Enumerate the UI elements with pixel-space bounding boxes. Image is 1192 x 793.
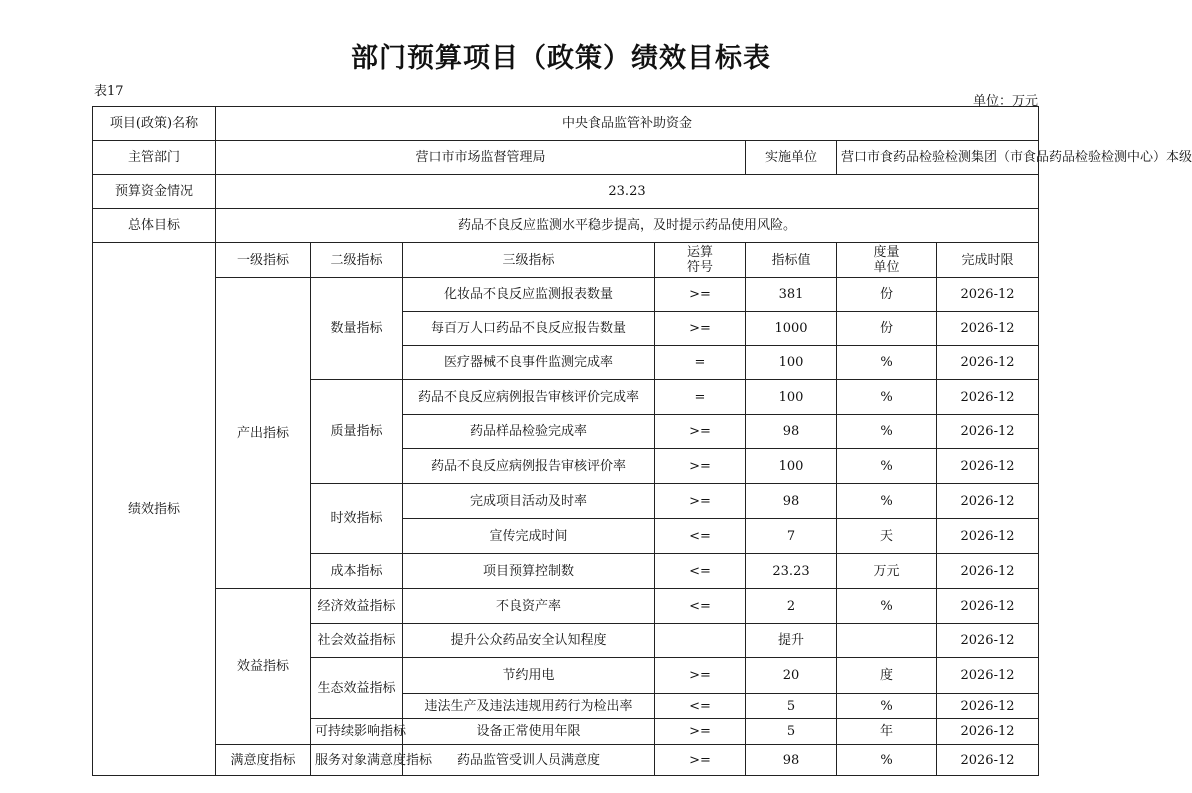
indicator-operator: >= <box>655 658 746 694</box>
indicator-deadline: 2026-12 <box>937 519 1039 554</box>
indicator-unit: % <box>837 745 937 776</box>
indicator-deadline: 2026-12 <box>937 415 1039 449</box>
header-level2: 二级指标 <box>311 243 403 278</box>
level2-quality: 质量指标 <box>311 380 403 484</box>
indicator-unit: % <box>837 449 937 484</box>
indicator-operator: >= <box>655 312 746 346</box>
header-operator: 运算 符号 <box>655 243 746 278</box>
indicator-operator: >= <box>655 449 746 484</box>
indicator-name: 药品样品检验完成率 <box>403 415 655 449</box>
indicator-value: 100 <box>746 346 837 380</box>
indicator-value: 98 <box>746 745 837 776</box>
indicator-operator: <= <box>655 589 746 624</box>
indicator-name: 化妆品不良反应监测报表数量 <box>403 278 655 312</box>
indicator-name: 违法生产及违法违规用药行为检出率 <box>403 694 655 719</box>
indicator-operator: = <box>655 380 746 415</box>
indicator-unit <box>837 624 937 658</box>
indicator-value: 5 <box>746 719 837 745</box>
indicator-name: 提升公众药品安全认知程度 <box>403 624 655 658</box>
indicator-value: 2 <box>746 589 837 624</box>
impl-label: 实施单位 <box>746 141 837 175</box>
indicator-unit: 份 <box>837 312 937 346</box>
indicator-value: 5 <box>746 694 837 719</box>
table-row <box>93 278 1039 312</box>
indicator-name: 医疗器械不良事件监测完成率 <box>403 346 655 380</box>
indicator-value: 23.23 <box>746 554 837 589</box>
header-deadline: 完成时限 <box>937 243 1039 278</box>
indicator-deadline: 2026-12 <box>937 719 1039 745</box>
perf-indicator-label: 绩效指标 <box>93 243 216 776</box>
indicator-deadline: 2026-12 <box>937 380 1039 415</box>
indicator-unit: 天 <box>837 519 937 554</box>
indicator-unit: 年 <box>837 719 937 745</box>
indicator-deadline: 2026-12 <box>937 624 1039 658</box>
level2-timeliness: 时效指标 <box>311 484 403 554</box>
indicator-unit: 万元 <box>837 554 937 589</box>
indicator-name: 宣传完成时间 <box>403 519 655 554</box>
level2-economic: 经济效益指标 <box>311 589 403 624</box>
indicator-operator: >= <box>655 415 746 449</box>
level2-sustainable: 可持续影响指标 <box>311 719 403 745</box>
indicator-value: 20 <box>746 658 837 694</box>
level2-social: 社会效益指标 <box>311 624 403 658</box>
indicator-deadline: 2026-12 <box>937 745 1039 776</box>
table-row <box>93 745 1039 776</box>
indicator-unit: % <box>837 694 937 719</box>
dept-label: 主管部门 <box>93 141 216 175</box>
indicator-unit: % <box>837 415 937 449</box>
indicator-operator: >= <box>655 719 746 745</box>
impl-value: 营口市食药品检验检测集团（市食品药品检验检测中心）本级 <box>837 141 1039 175</box>
indicator-unit: % <box>837 346 937 380</box>
indicator-unit: % <box>837 380 937 415</box>
indicator-name: 药品不良反应病例报告审核评价完成率 <box>403 380 655 415</box>
level2-service: 服务对象满意度指标 <box>311 745 403 776</box>
project-name-label: 项目(政策)名称 <box>93 107 216 141</box>
indicator-value: 98 <box>746 415 837 449</box>
indicator-value: 1000 <box>746 312 837 346</box>
indicator-deadline: 2026-12 <box>937 312 1039 346</box>
indicator-deadline: 2026-12 <box>937 346 1039 380</box>
table-number: 表17 <box>94 84 124 99</box>
indicator-name: 节约用电 <box>403 658 655 694</box>
indicator-operator: >= <box>655 278 746 312</box>
level2-cost: 成本指标 <box>311 554 403 589</box>
level1-benefit: 效益指标 <box>216 589 311 745</box>
unit-label: 单位：万元 <box>972 94 1038 109</box>
header-level1: 一级指标 <box>216 243 311 278</box>
indicator-deadline: 2026-12 <box>937 278 1039 312</box>
indicator-deadline: 2026-12 <box>937 694 1039 719</box>
indicator-value: 提升 <box>746 624 837 658</box>
indicator-name: 完成项目活动及时率 <box>403 484 655 519</box>
indicator-unit: 份 <box>837 278 937 312</box>
performance-table <box>92 106 1192 776</box>
indicator-name: 不良资产率 <box>403 589 655 624</box>
project-name-value: 中央食品监管补助资金 <box>216 107 1039 141</box>
dept-value: 营口市市场监督管理局 <box>216 141 746 175</box>
indicator-deadline: 2026-12 <box>937 449 1039 484</box>
budget-label: 预算资金情况 <box>93 175 216 209</box>
header-value: 指标值 <box>746 243 837 278</box>
header-unit: 度量 单位 <box>837 243 937 278</box>
indicator-deadline: 2026-12 <box>937 658 1039 694</box>
header-level3: 三级指标 <box>403 243 655 278</box>
indicator-deadline: 2026-12 <box>937 554 1039 589</box>
indicator-name: 药品监管受训人员满意度 <box>403 745 655 776</box>
page-title: 部门预算项目（政策）绩效目标表 <box>351 43 771 74</box>
table-row <box>93 589 1039 624</box>
indicator-name: 药品不良反应病例报告审核评价率 <box>403 449 655 484</box>
indicator-operator: >= <box>655 484 746 519</box>
indicator-unit: % <box>837 589 937 624</box>
indicator-value: 100 <box>746 380 837 415</box>
indicator-value: 7 <box>746 519 837 554</box>
indicator-operator: <= <box>655 519 746 554</box>
budget-value: 23.23 <box>216 175 1039 209</box>
indicator-operator: >= <box>655 745 746 776</box>
indicator-operator: <= <box>655 694 746 719</box>
indicator-deadline: 2026-12 <box>937 484 1039 519</box>
indicator-deadline: 2026-12 <box>937 589 1039 624</box>
indicator-operator: <= <box>655 554 746 589</box>
level1-satisfaction: 满意度指标 <box>216 745 311 776</box>
goal-value: 药品不良反应监测水平稳步提高，及时提示药品使用风险。 <box>216 209 1039 243</box>
level2-ecological: 生态效益指标 <box>311 658 403 719</box>
indicator-operator: = <box>655 346 746 380</box>
indicator-name: 项目预算控制数 <box>403 554 655 589</box>
indicator-operator <box>655 624 746 658</box>
indicator-name: 每百万人口药品不良反应报告数量 <box>403 312 655 346</box>
level2-quantity: 数量指标 <box>311 278 403 380</box>
indicator-name: 设备正常使用年限 <box>403 719 655 745</box>
indicator-value: 98 <box>746 484 837 519</box>
indicator-unit: % <box>837 484 937 519</box>
indicator-unit: 度 <box>837 658 937 694</box>
goal-label: 总体目标 <box>93 209 216 243</box>
indicator-value: 100 <box>746 449 837 484</box>
indicator-value: 381 <box>746 278 837 312</box>
level1-output: 产出指标 <box>216 278 311 589</box>
